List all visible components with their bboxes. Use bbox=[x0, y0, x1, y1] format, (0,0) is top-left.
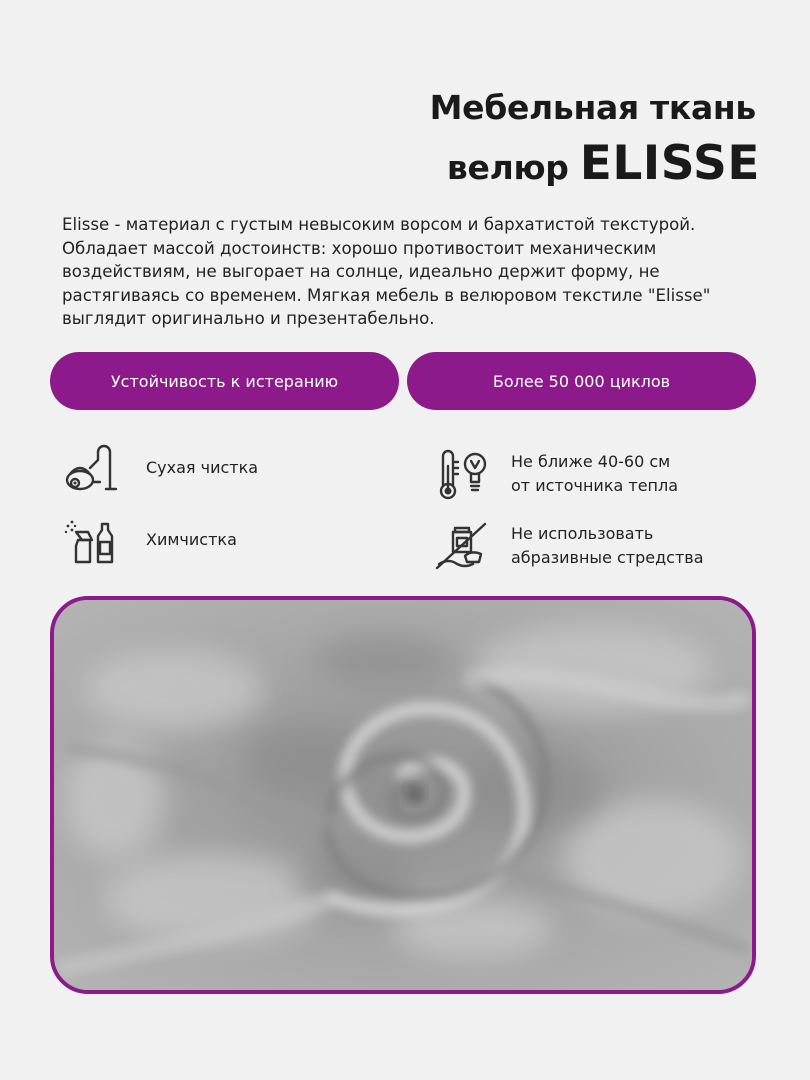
feature-line-1: Не использовать bbox=[511, 524, 654, 543]
fabric-sample-image bbox=[50, 596, 756, 994]
chemicals-spray-icon bbox=[62, 512, 118, 568]
title-prefix: велюр bbox=[446, 148, 569, 187]
feature-heat-distance bbox=[433, 446, 678, 502]
feature-dry-cleaning bbox=[62, 440, 258, 496]
product-description: Elisse - материал с густым невысоким ворсом и бархатистой текстурой. Обладает массой достоинств: хорошо противостоит механическим воздействиям, не выгорает на солнце, идеально держит форму, не растягиваясь со временем. Мягкая мебель в велюровом текстиле "Elisse" выглядит оригинально и презентабельно. bbox=[62, 215, 711, 328]
feature-no-abrasives bbox=[433, 518, 704, 574]
feature-text bbox=[511, 522, 704, 570]
feature-line-1: Сухая чистка bbox=[146, 458, 259, 477]
feature-chemical-cleaning bbox=[62, 512, 237, 568]
feature-line-1: Химчистка bbox=[146, 530, 237, 549]
feature-text bbox=[146, 528, 237, 552]
abrasion-resistance-badge: Устойчивость к истеранию bbox=[50, 352, 399, 410]
velour-fabric-swirl bbox=[54, 600, 752, 990]
title-line-2 bbox=[447, 136, 760, 191]
no-abrasive-icon bbox=[433, 518, 489, 574]
brand-name: ELISSE bbox=[579, 136, 760, 191]
feature-text bbox=[511, 450, 678, 498]
feature-line-2: абразивные стредства bbox=[511, 548, 704, 567]
cycles-count-badge: Более 50 000 циклов bbox=[407, 352, 756, 410]
title-line-1: Мебельная ткань bbox=[429, 88, 756, 127]
feature-line-1: Не ближе 40-60 см bbox=[511, 452, 671, 471]
vacuum-cleaner-icon bbox=[62, 440, 118, 496]
thermometer-bulb-icon bbox=[433, 446, 489, 502]
feature-line-2: от источника тепла bbox=[511, 476, 679, 495]
feature-text bbox=[146, 456, 258, 480]
